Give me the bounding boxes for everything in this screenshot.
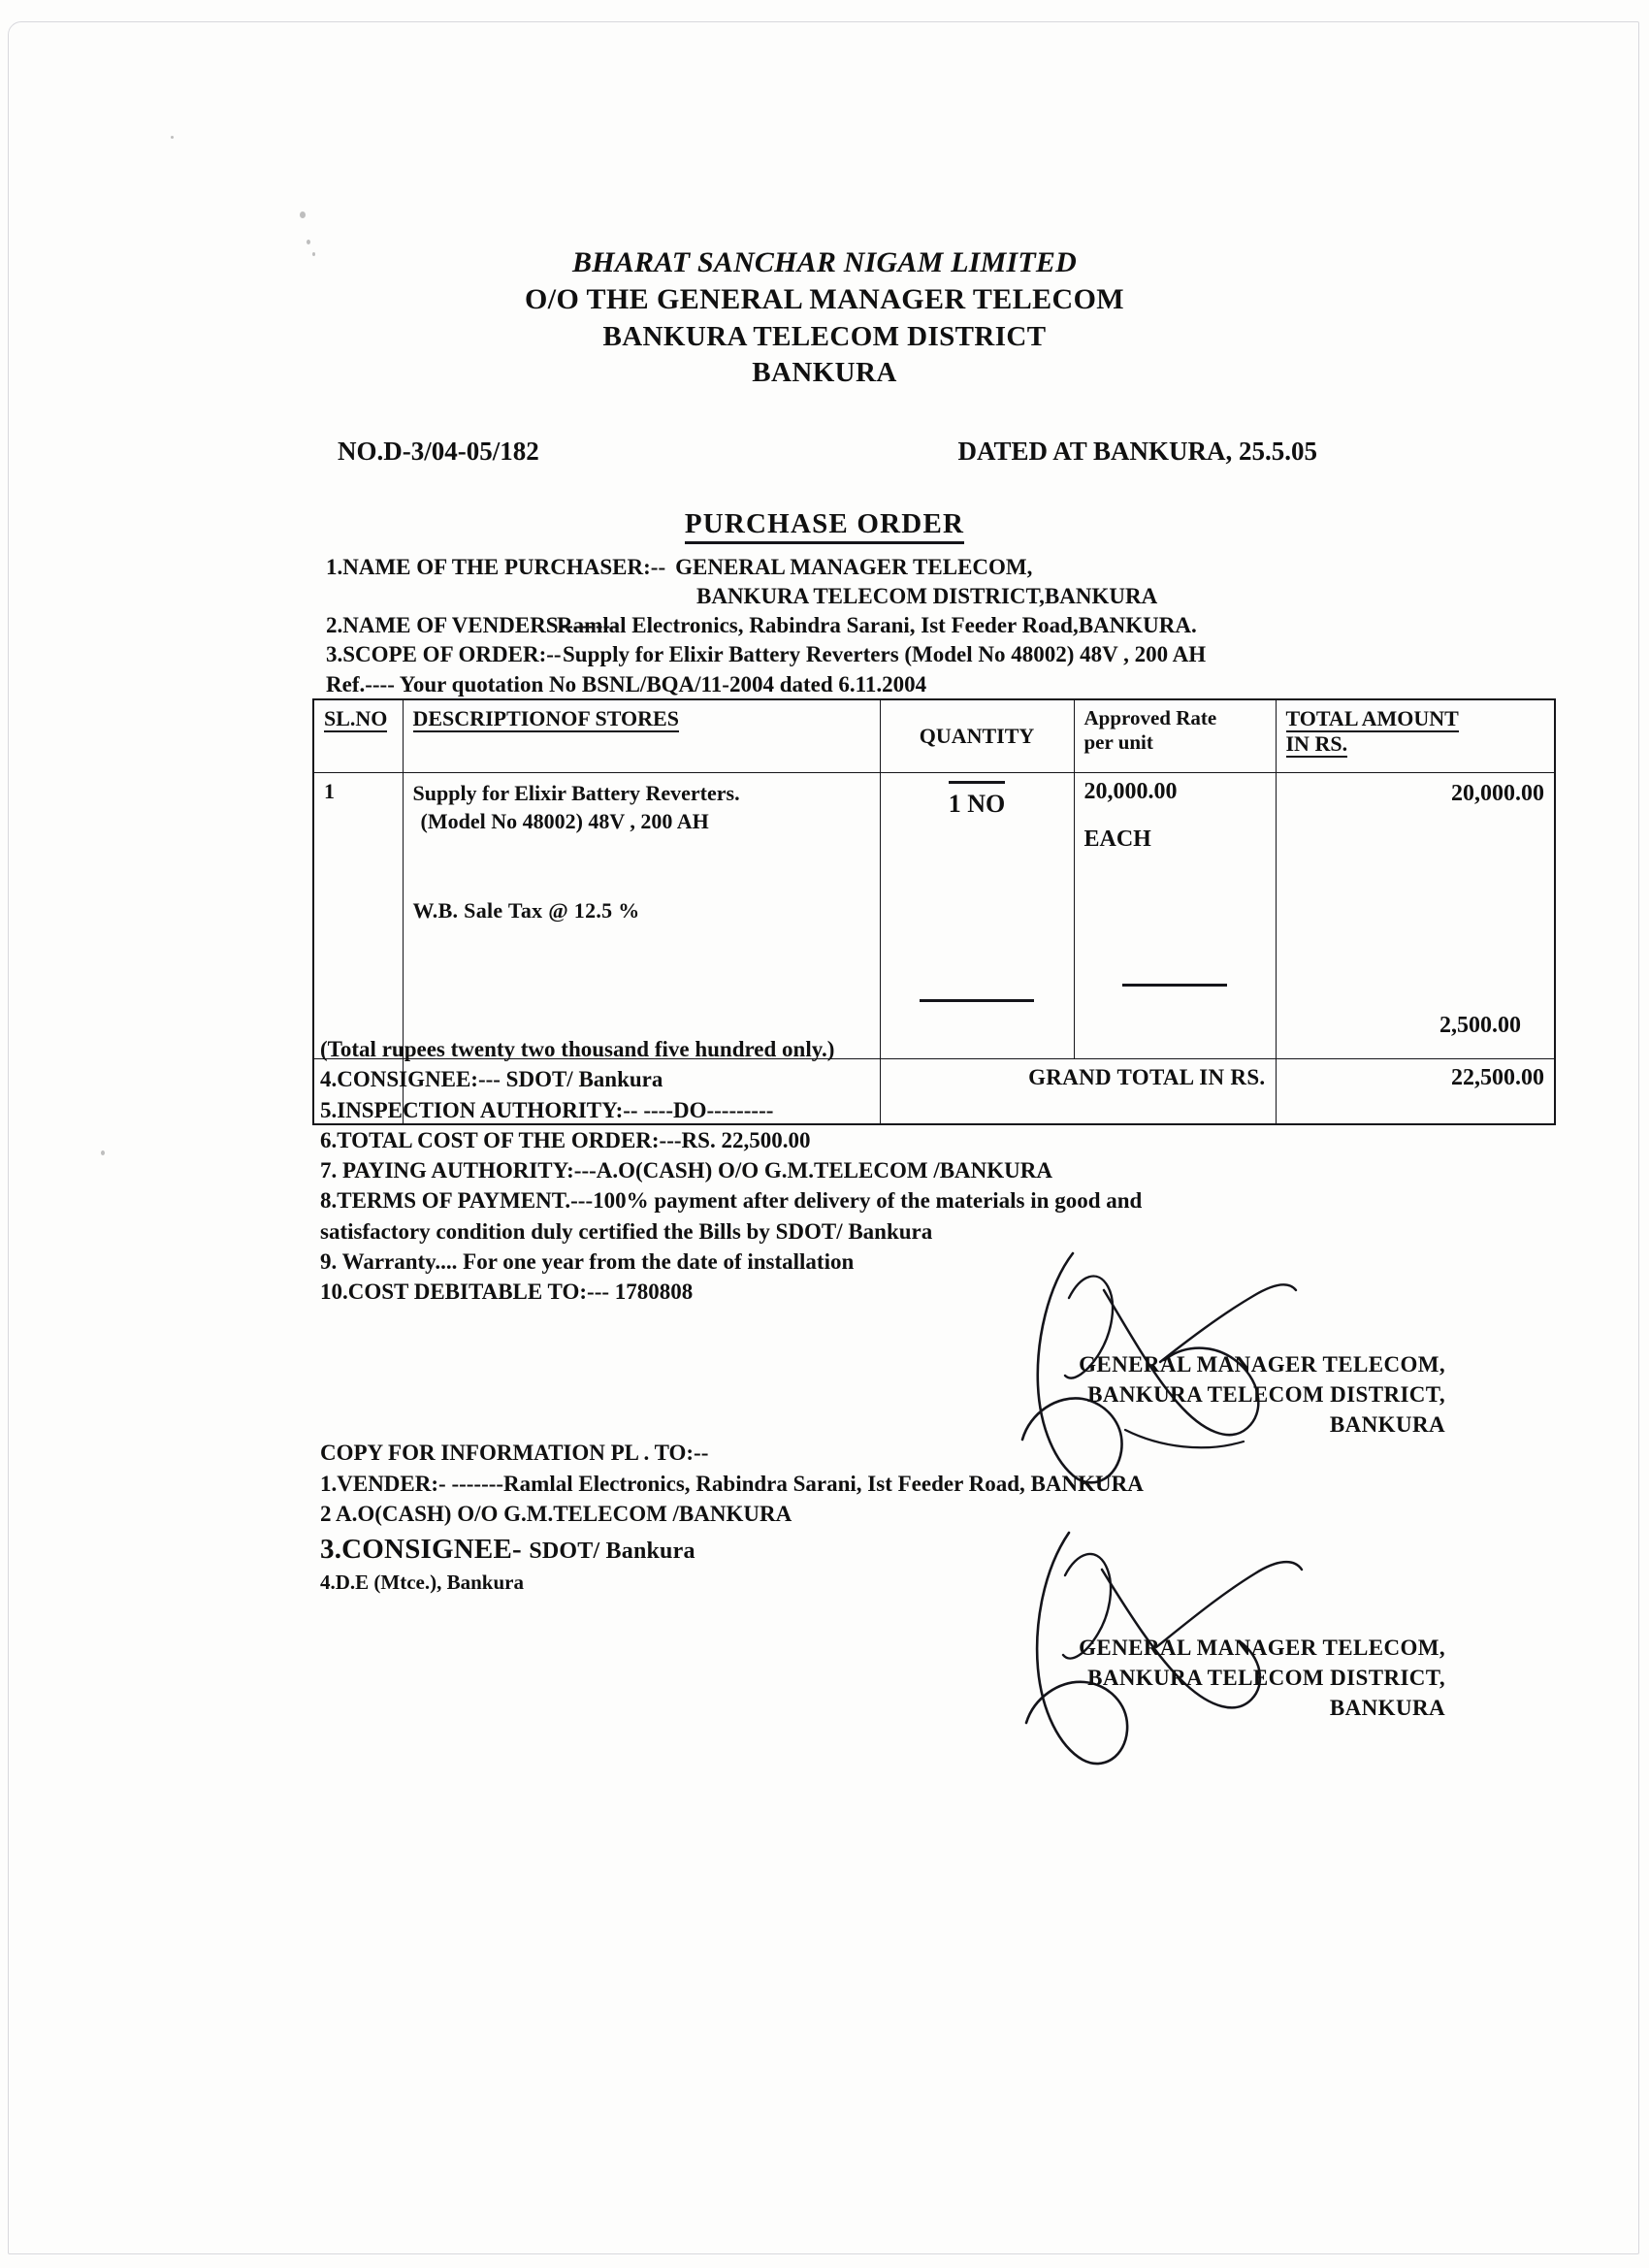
scan-speck: [101, 1150, 105, 1155]
cell-sl-no: 1: [313, 773, 403, 1059]
order-number: NO.D-3/04-05/182: [338, 437, 539, 466]
city-name: BANKURA: [752, 356, 897, 388]
signatory-district: BANKURA TELECOM DISTRICT,: [1087, 1665, 1445, 1690]
purchaser-row: [326, 553, 1494, 582]
clause-cost-debitable: 10.COST DEBITABLE TO:--- 1780808: [320, 1280, 694, 1305]
header-cell-description: [403, 699, 880, 773]
cell-description: [403, 773, 880, 1059]
header-cell-sl-no: [313, 699, 403, 773]
signature-block-copy: [989, 1634, 1445, 1723]
table-header-row: [313, 699, 1555, 773]
rate-value: 20,000.00: [1083, 779, 1178, 804]
clause-consignee: 4.CONSIGNEE:--- SDOT/ Bankura: [320, 1067, 663, 1092]
page-title: [0, 508, 1649, 540]
amount-value: 20,000.00: [1451, 781, 1544, 806]
cell-amount: [1276, 773, 1555, 1059]
scope-label: 3.SCOPE OF ORDER:--: [326, 641, 562, 666]
office-name: O/O THE GENERAL MANAGER TELECOM: [524, 283, 1125, 316]
cell-rate: [1074, 773, 1276, 1059]
vendor-label: 2.NAME OF VENDERS--------: [326, 612, 618, 637]
signatory-district: BANKURA TELECOM DISTRICT,: [1087, 1381, 1445, 1407]
header-sl-no-text: SL.NO: [324, 706, 388, 730]
clause-inspection-authority: 5.INSPECTION AUTHORITY:-- ----DO---------: [320, 1097, 774, 1122]
clause-paying-authority: 7. PAYING AUTHORITY:---A.O(CASH) O/O G.M.TELECOM /BANKURA: [320, 1158, 1052, 1183]
header-rate-line1: Approved Rate: [1083, 706, 1217, 729]
header-cell-quantity: [880, 699, 1074, 773]
header-quantity-text: QUANTITY: [919, 724, 1035, 749]
description-line1: Supply for Elixir Battery Reverters.: [412, 781, 740, 805]
amount-in-words: (Total rupees twenty two thousand five hundred only.): [320, 1037, 835, 1061]
quantity-rule: [920, 999, 1034, 1002]
scan-speck: [171, 136, 174, 139]
tax-amount-value: 2,500.00: [1439, 1013, 1521, 1038]
signature-block-primary: [989, 1350, 1445, 1440]
scope-row: [326, 640, 1494, 669]
rate-rule: [1122, 984, 1227, 987]
copy-list-item-consignee: [320, 1530, 1504, 1569]
grand-total-value: 22,500.00: [1276, 1059, 1555, 1125]
header-description-text: DESCRIPTIONOF STORES: [412, 706, 679, 730]
clause-terms-of-payment-line1: 8.TERMS OF PAYMENT.---100% payment after delivery of the materials in good and: [320, 1188, 1143, 1214]
header-rate-line2: per unit: [1083, 729, 1153, 754]
vendor-row: [326, 611, 1494, 640]
header-amount-line2: IN RS.: [1285, 730, 1348, 756]
header-amount-line1: TOTAL AMOUNT: [1285, 706, 1459, 730]
copy-list-item-accounts: 2 A.O(CASH) O/O G.M.TELECOM /BANKURA: [320, 1502, 792, 1527]
copy-list-consignee-value: SDOT/ Bankura: [529, 1539, 695, 1565]
vendor-value: Ramlal Electronics, Rabindra Sarani, Ist Feeder Road,BANKURA.: [557, 612, 1197, 637]
copy-list-block: [320, 1438, 1504, 1597]
copy-list-item-vendor: 1.VENDER:- -------Ramlal Electronics, Rabindra Sarani, Ist Feeder Road, BANKURA: [320, 1471, 1144, 1496]
signatory-city: BANKURA: [1329, 1411, 1445, 1437]
copy-list-heading: COPY FOR INFORMATION PL . TO:--: [320, 1441, 709, 1465]
purchaser-label: 1.NAME OF THE PURCHASER:--: [326, 555, 666, 579]
quantity-value: 1 NO: [949, 781, 1006, 819]
copy-list-item-de-mtce: 4.D.E (Mtce.), Bankura: [320, 1571, 524, 1595]
company-name: BHARAT SANCHAR NIGAM LIMITED: [572, 246, 1077, 278]
cell-quantity: [880, 773, 1074, 1059]
copy-list-consignee-label: 3.CONSIGNEE-: [320, 1534, 522, 1566]
intro-block: [326, 553, 1494, 698]
page-title-text: PURCHASE ORDER: [685, 508, 964, 544]
header-cell-rate: [1074, 699, 1276, 773]
quotation-reference: Ref.---- Your quotation No BSNL/BQA/11-2004 dated 6.11.2004: [326, 671, 927, 697]
signatory-city: BANKURA: [1329, 1695, 1445, 1720]
clauses-block: [320, 1034, 1504, 1307]
signatory-title: GENERAL MANAGER TELECOM,: [1079, 1636, 1445, 1660]
header-cell-amount: [1276, 699, 1555, 773]
grand-total-label: GRAND TOTAL IN RS.: [880, 1059, 1276, 1125]
scan-speck: [300, 211, 306, 218]
signatory-title: GENERAL MANAGER TELECOM,: [1079, 1352, 1445, 1377]
rate-unit: EACH: [1083, 826, 1151, 852]
order-date: DATED AT BANKURA, 25.5.05: [957, 437, 1317, 466]
clause-terms-of-payment-line2: satisfactory condition duly certified the Bills by SDOT/ Bankura: [320, 1218, 933, 1244]
description-sales-tax: W.B. Sale Tax @ 12.5 %: [412, 897, 640, 923]
district-name: BANKURA TELECOM DISTRICT: [602, 320, 1047, 352]
description-line2: (Model No 48002) 48V , 200 AH: [420, 809, 709, 834]
purchaser-value: GENERAL MANAGER TELECOM,: [675, 555, 1033, 579]
scope-value: Supply for Elixir Battery Reverters (Model No 48002) 48V , 200 AH: [563, 641, 1207, 666]
clause-total-cost: 6.TOTAL COST OF THE ORDER:---RS. 22,500.00: [320, 1127, 811, 1152]
clause-warranty: 9. Warranty.... For one year from the date of installation: [320, 1248, 855, 1274]
letterhead: [0, 244, 1649, 391]
table-row: [313, 773, 1555, 1059]
purchaser-address: BANKURA TELECOM DISTRICT,BANKURA: [696, 583, 1158, 608]
reference-line: [338, 437, 1339, 467]
